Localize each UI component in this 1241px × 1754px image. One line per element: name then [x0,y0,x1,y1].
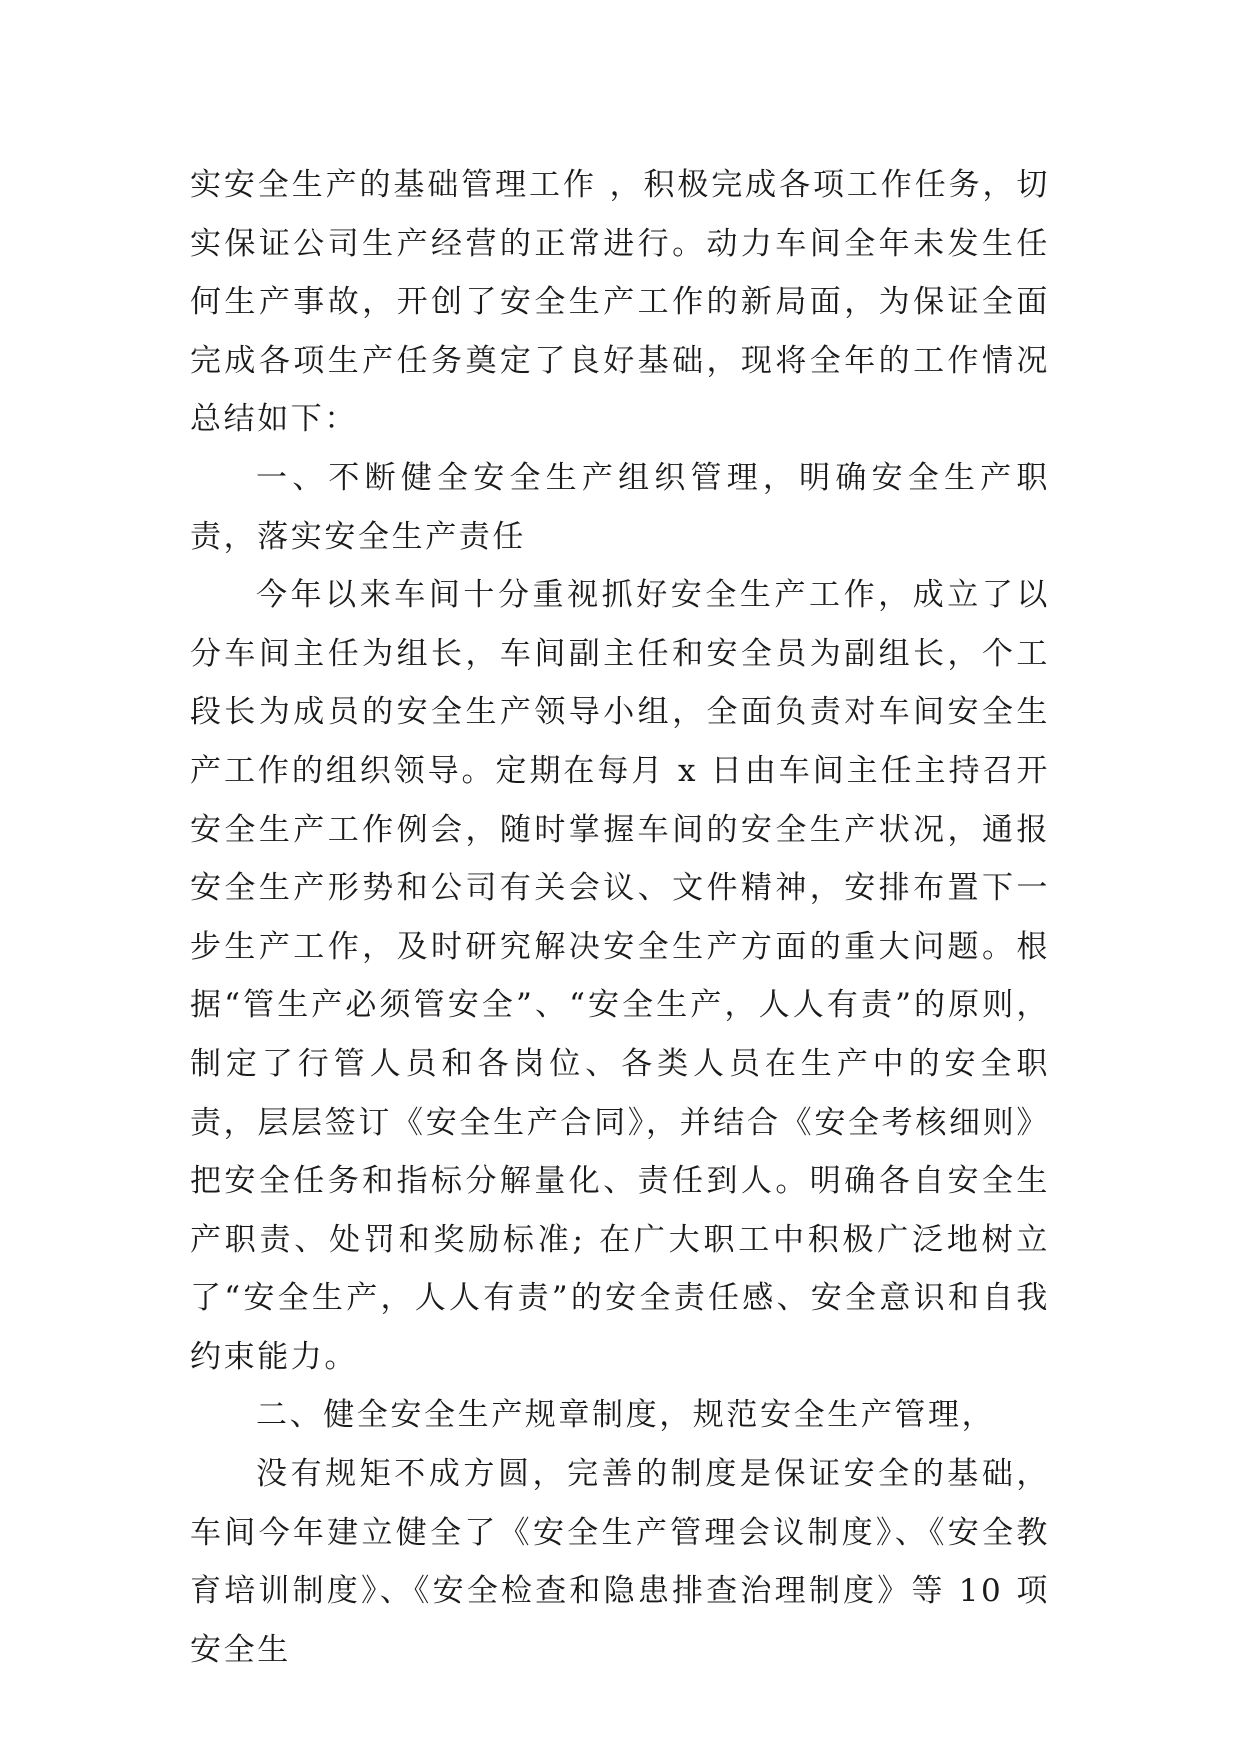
paragraph-section-2: 没有规矩不成方圆，完善的制度是保证安全的基础，车间今年建立健全了《安全生产管理会议制度》、《安全教育培训制度》、《安全检查和隐患排查治理制度》等 10 项安全生 [190,1456,1050,1668]
document-page [190,156,1050,1679]
section-heading-1: 一、不断健全安全生产组织管理，明确安全生产职责，落实安全生产责任 [190,459,1050,555]
section-heading-2: 二、健全安全生产规章制度，规范安全生产管理， [256,1397,996,1434]
paragraph-intro: 实安全生产的基础管理工作 ，积极完成各项工作任务，切实保证公司生产经营的正常进行。动力车间全年未发生任何生产事故，开创了安全生产工作的新局面，为保证全面完成各项生产任务奠定了良好基础，现将全年的工作情况总结如下： [190,167,1050,438]
paragraph-section-1: 今年以来车间十分重视抓好安全生产工作，成立了以分车间主任为组长，车间副主任和安全员为副组长，个工段长为成员的安全生产领导小组，全面负责对车间安全生产工作的组织领导。定期在每月 x 日由车间主任主持召开安全生产工作例会，随时掌握车间的安全生产状况，通报安全生产形势和公司有关会议、文件精神，安排布置下一步生产工作，及时研究解决安全生产方面的重大问题。根据“管生产必须管安全”、“安全生产，人人有责”的原则，制定了行管人员和各岗位、各类人员在生产中的安全职责，层层签订《安全生产合同》，并结合《安全考核细则》把安全任务和指标分解量化、责任到人。明确各自安全生产职责、处罚和奖励标准; 在广大职工中积极广泛地树立了“安全生产，人人有责”的安全责任感、安全意识和自我约束能力。 [190,577,1050,1375]
